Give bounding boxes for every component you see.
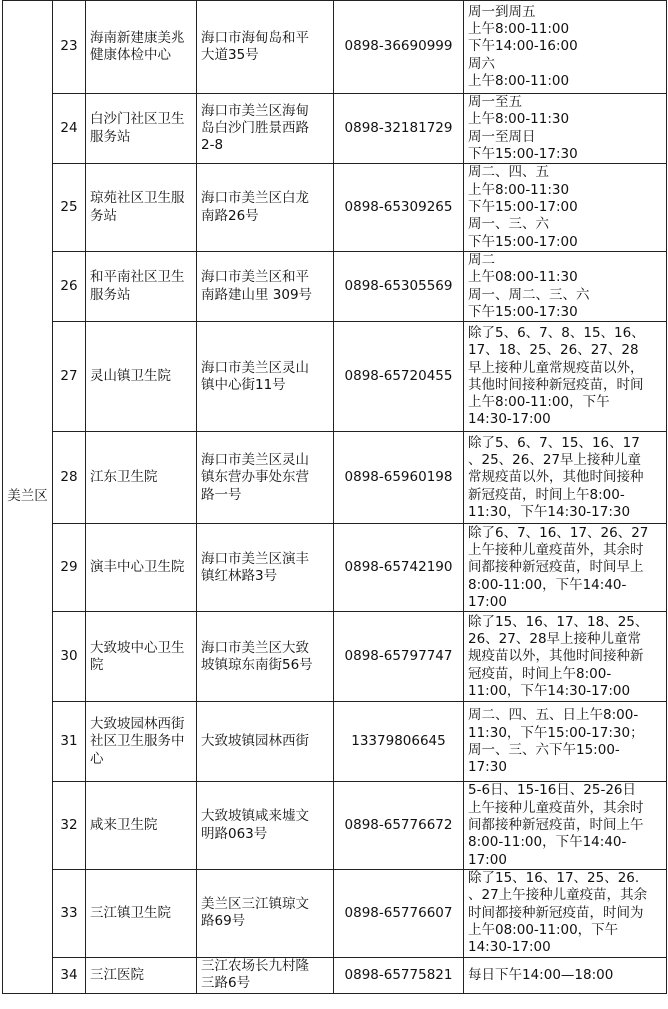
site-phone: 0898-65775821 [334,957,464,993]
site-hours [464,702,667,782]
table-row [3,869,667,957]
site-hours-line: 时间都接种新冠疫苗，时间为 [468,904,644,921]
site-address-line: 2-8 [201,137,224,154]
site-address [197,322,334,432]
site-address-line: 镇红林路3号 [201,567,278,584]
row-number: 32 [53,782,86,869]
site-name-line: 江东卫生院 [90,469,158,486]
site-phone: 13379806645 [334,702,464,782]
district-cell: 美兰区 [3,1,53,994]
site-hours-line: 8:00-11:00，下午14:40- [468,576,627,593]
site-phone: 0898-65776607 [334,869,464,957]
site-address-line: 坡镇琼东南街56号 [201,656,313,673]
site-name-line: 咸来卫生院 [90,816,158,833]
site-hours-line: 下午15:00-17:00 [468,199,578,216]
row-number: 26 [53,252,86,322]
site-address-line: 镇中心街11号 [201,376,286,393]
site-hours-line: 14:30-17:00 [468,939,551,956]
site-hours-line: 下午15:00-17:30 [468,304,578,321]
site-address-line: 大致坡镇园林西街 [201,733,309,750]
site-address-line: 南路26号 [201,207,259,224]
site-address-line: 海口市美兰区灵山 [201,359,309,376]
site-hours-line: 上午8:00-11:00，下午 [468,394,610,411]
table-row [3,782,667,869]
site-name-line: 大致坡中心卫生 [90,639,185,656]
site-hours-line: 冠疫苗，时间上午8:00- [468,665,612,682]
site-name-line: 院 [90,656,104,673]
site-hours-line: 上午8:00-11:00 [468,21,570,38]
site-name [86,524,197,612]
site-hours-line: 周一到周五 [468,3,536,20]
table-row [3,252,667,322]
site-name-line: 健康体检中心 [90,47,171,63]
site-hours-line: 上午8:00-11:30 [468,111,570,128]
site-phone: 0898-65960198 [334,432,464,524]
site-hours [464,524,667,612]
site-hours-line: 11:30，下午15:00-17:30； [468,724,644,741]
site-hours-line: 上午08:00-11:30 [468,269,578,286]
row-number: 30 [53,612,86,702]
site-hours-line: 早上接种儿童常规疫苗以外， [468,359,644,376]
vaccination-sites-table [2,0,667,994]
row-number: 28 [53,432,86,524]
site-address-line: 路69号 [201,913,246,930]
site-address [197,94,334,164]
site-hours-line: 周二、四、五、日上午8:00- [468,707,639,724]
table-row [3,322,667,432]
site-hours [464,432,667,524]
row-number: 34 [53,957,86,993]
table-row [3,164,667,252]
site-hours-line: 新冠疫苗，时间上午8:00- [468,486,625,503]
table-row [3,612,667,702]
site-name [86,957,197,993]
row-number: 27 [53,322,86,432]
site-name [86,322,197,432]
site-phone: 0898-65797747 [334,612,464,702]
site-name [86,1,197,94]
site-name-line: 务站 [90,207,117,224]
site-name-line: 服务站 [90,128,131,145]
site-phone: 0898-65776672 [334,782,464,869]
row-number: 31 [53,702,86,782]
site-hours-line: 除了15、16、17、25、26. [468,870,640,887]
row-number: 33 [53,869,86,957]
site-hours-line: 除了6、7、16、17、26、27 [468,524,649,541]
site-address [197,164,334,252]
site-hours [464,782,667,869]
site-address-line: 海口市美兰区海甸 [201,102,309,119]
site-name-line: 心 [90,750,104,767]
site-address-line: 岛白沙门胜景西路 [201,119,309,136]
site-address-line: 明路063号 [201,825,268,842]
site-hours-line: 周二、四、五 [468,164,549,181]
site-name-line: 白沙门社区卫生 [90,111,185,128]
site-name-line: 三江医院 [90,966,144,983]
site-hours-line: 间都接种新冠疫苗，时间早上 [468,559,644,576]
site-hours-line: 周一、周二、三、六 [468,286,590,303]
site-address [197,432,334,524]
site-address-line: 海口市美兰区灵山 [201,451,309,468]
table-body [3,1,667,994]
site-name [86,252,197,322]
site-name-line: 演丰中心卫生院 [90,559,185,576]
site-hours-line: 17:00 [468,593,507,610]
site-hours-line: 上午08:00-11:00，下午 [468,922,619,938]
table-row [3,957,667,993]
site-hours [464,164,667,252]
site-hours-line: 除了5、6、7、8、15、16、 [468,324,645,341]
site-hours-line: 11:00，下午14:30-17:00 [468,682,631,699]
site-name-line: 灵山镇卫生院 [90,368,171,385]
site-address [197,702,334,782]
site-hours [464,957,667,993]
site-address-line: 路一号 [201,486,242,503]
site-address-line: 大道35号 [201,47,259,63]
site-name [86,869,197,957]
site-hours [464,252,667,322]
site-hours [464,94,667,164]
site-hours-line: 每日下午14:00—18:00 [468,966,614,983]
table-row [3,524,667,612]
site-address [197,612,334,702]
site-address-line: 三江农场长九村隆 [201,958,309,975]
site-name-line: 服务站 [90,286,131,303]
site-address-line: 海口市美兰区白龙 [201,190,309,207]
site-hours [464,869,667,957]
site-phone: 0898-65309265 [334,164,464,252]
table-row [3,94,667,164]
site-hours-line: 17、18、25、26、27、28 [468,342,639,359]
site-phone: 0898-65720455 [334,322,464,432]
site-address [197,524,334,612]
site-address-line: 美兰区三江镇琼文 [201,896,309,913]
site-name [86,432,197,524]
site-hours-line: 上午接种儿童疫苗外，其余时 [468,541,644,558]
site-address-line: 南路建山里 309号 [201,286,313,303]
site-hours-line: 周一至周日 [468,128,536,145]
site-name-line: 和平南社区卫生 [90,269,185,286]
site-address-line: 海口市海甸岛和平 [201,29,309,46]
site-name-line: 琼苑社区卫生服 [90,190,185,207]
site-hours-line: 上午接种儿童疫苗外，其余时 [468,799,644,816]
site-hours-line: 上午8:00-11:00 [468,72,570,89]
site-hours-line: 8:00-11:00，下午14:40- [468,834,627,851]
site-address-line: 海口市美兰区大致 [201,639,309,656]
site-hours-line: 14:30-17:00 [468,411,551,428]
site-hours [464,1,667,94]
site-hours-line: 17:00 [468,851,507,868]
site-hours-line: 其他时间接种新冠疫苗，时间 [468,376,644,393]
site-address [197,252,334,322]
site-hours-line: 、25、26、27早上接种儿童 [468,451,642,468]
site-hours-line: 间都接种新冠疫苗，时间上午 [468,816,644,833]
row-number: 29 [53,524,86,612]
site-hours [464,322,667,432]
row-number: 23 [53,1,86,94]
site-hours-line: 上午8:00-11:30 [468,181,570,198]
site-address-line: 大致坡镇咸来墟文 [201,808,309,825]
site-hours-line: 5-6日、15-16日、25-26日 [468,782,637,799]
site-hours-line: 下午14:00-16:00 [468,38,578,55]
site-hours-line: 下午15:00-17:30 [468,145,578,162]
site-hours-line: 除了5、6、7、15、16、17 [468,434,640,451]
site-name-line: 大致坡园林西街 [90,715,185,732]
site-address [197,1,334,94]
site-hours-line: 周一、三、六下午15:00- [468,741,620,758]
site-phone: 0898-65742190 [334,524,464,612]
site-hours-line: 常规疫苗以外，其他时间接种 [468,469,644,486]
site-hours [464,612,667,702]
site-address [197,957,334,993]
site-hours-line: 17:30 [468,759,507,776]
site-address [197,869,334,957]
site-hours-line: 周二 [468,252,495,269]
table-row [3,1,667,94]
site-hours-line: 周一、三、六 [468,216,549,233]
site-hours-line: 26、27、28早上接种儿童常 [468,630,642,647]
site-hours-line: 下午15:00-17:00 [468,233,578,250]
site-name [86,782,197,869]
site-hours-line: 规疫苗以外，其他时间接种新 [468,648,644,665]
site-hours-line: 除了15、16、17、18、25、 [468,613,649,630]
site-hours-line: 周一至五 [468,94,522,110]
site-name [86,702,197,782]
site-address-line: 镇东营办事处东营 [201,469,309,486]
site-address-line: 海口市美兰区演丰 [201,550,309,567]
site-name-line: 海南新建康美兆 [90,29,185,46]
site-name [86,94,197,164]
site-name-line: 社区卫生服务中 [90,733,185,750]
site-name-line: 三江镇卫生院 [90,904,171,921]
table-row [3,702,667,782]
site-address-line: 三路6号 [201,975,251,992]
site-hours-line: 、27上午接种儿童疫苗，其余 [468,887,648,904]
site-address-line: 海口市美兰区和平 [201,269,309,286]
site-hours-line: 周六 [468,55,495,72]
site-hours-line: 11:30，下午14:30-17:30 [468,503,631,520]
site-phone: 0898-36690999 [334,1,464,94]
site-address [197,782,334,869]
site-name [86,164,197,252]
site-phone: 0898-32181729 [334,94,464,164]
site-phone: 0898-65305569 [334,252,464,322]
site-name [86,612,197,702]
row-number: 25 [53,164,86,252]
row-number: 24 [53,94,86,164]
table-row [3,432,667,524]
